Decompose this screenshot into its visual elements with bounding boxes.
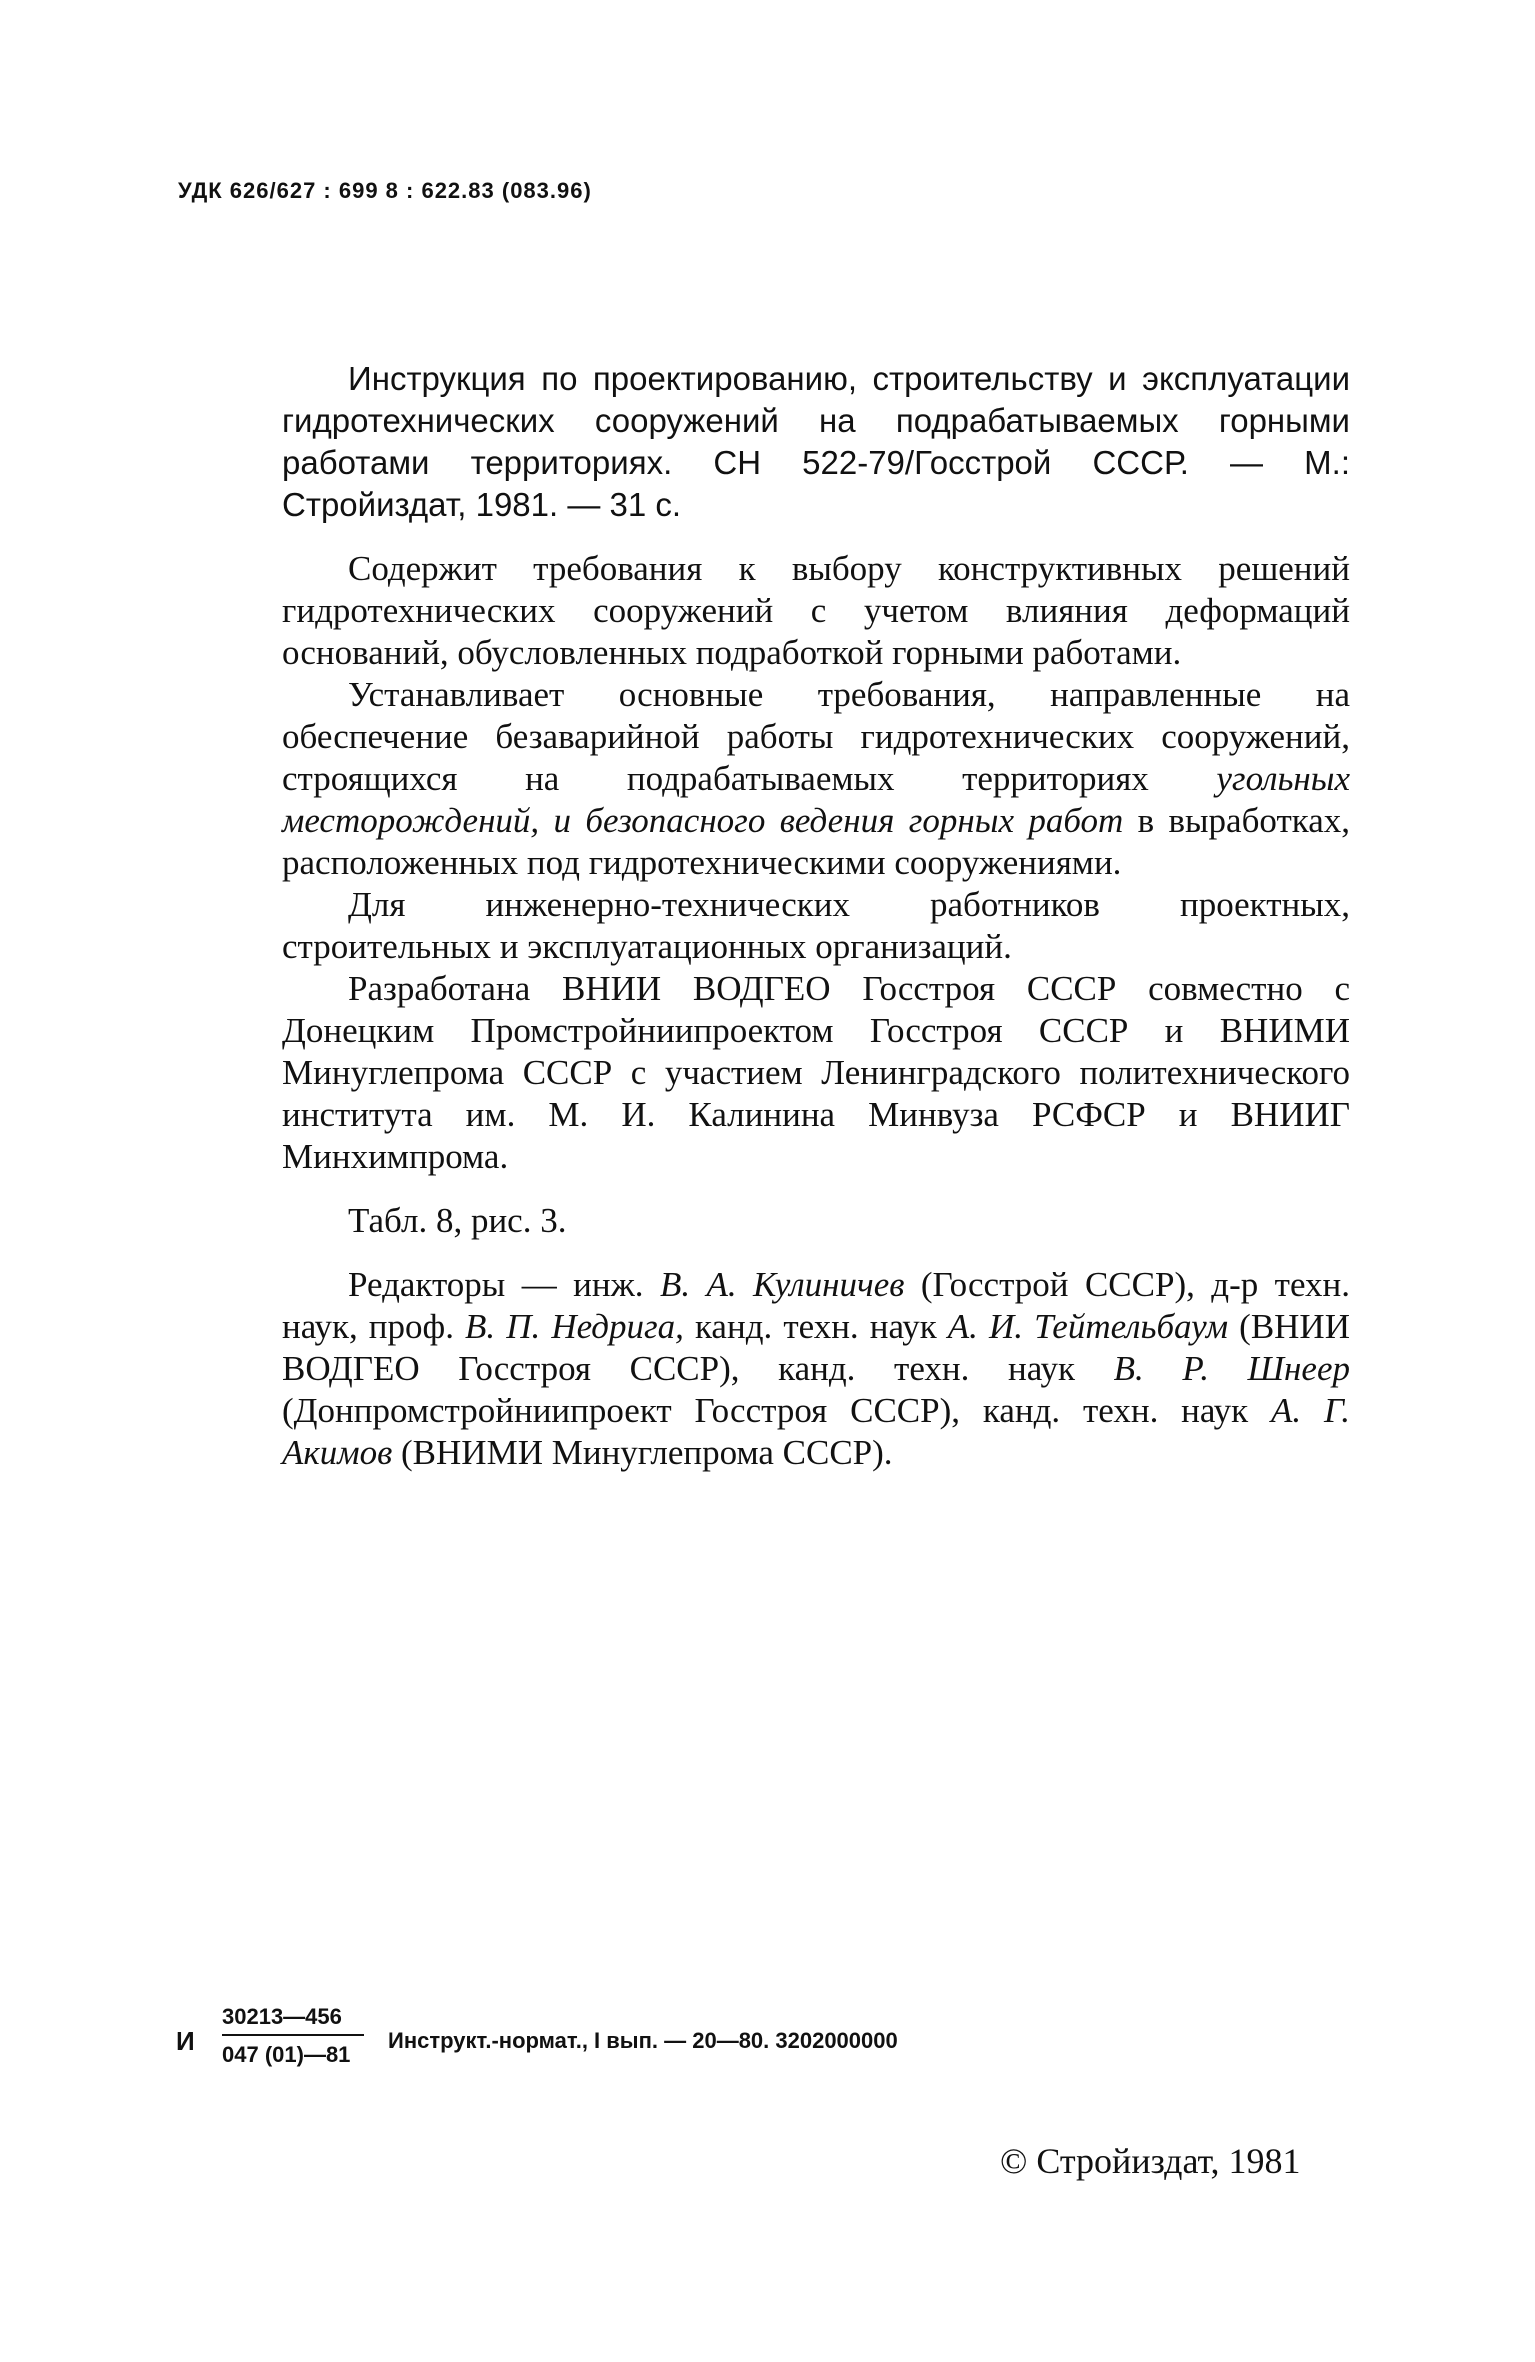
editors-text-2: канд. техн. наук [683,1307,948,1346]
imprint-letter: И [176,2026,195,2056]
editors-text-4: (Донпромстройниипроект Госстроя СССР), канд. техн. наук [282,1391,1271,1430]
p2-italic: угольных месторождений, и безопасного ведения горных работ [282,759,1350,840]
editors-text-3: (ВНИИ ВОДГЕО Госстроя СССР), канд. техн. наук [282,1307,1350,1388]
editors-paragraph [282,1264,1350,1474]
editor-1: В. А. Кулиничев [659,1265,905,1304]
editor-5: А. Г. Акимов [282,1391,1350,1472]
editor-3: А. И. Тейтельбаум [947,1307,1229,1346]
editor-2: В. П. Недрига, [465,1307,684,1346]
imprint-fraction [222,2004,364,2068]
main-text [282,358,1350,1474]
udk-code: УДК 626/627 : 699 8 : 622.83 (083.96) [178,178,592,203]
annotation-paragraph-4: Разработана ВНИИ ВОДГЕО Госстроя СССР совместно с Донецким Промстройниипроектом Госстроя СССР и ВНИМИ Минуглепрома СССР с участием Ленинградского политехнического института им. М. И. Калинина Минвуза РСФСР и ВНИИГ Минхимпрома. [282,969,1350,1176]
annotation-paragraph-3: Для инженерно-технических работников проектных, строительных и эксплуатационных организаций. [282,885,1350,966]
editors-text-5: (ВНИМИ Минуглепрома СССР). [392,1433,893,1472]
copyright-notice: © Стройиздат, 1981 [1000,2141,1301,2181]
editors-lead: Редакторы — инж. [348,1265,660,1304]
annotation-paragraph-1: Содержит требования к выбору конструктивных решений гидротехнических сооружений с учетом влияния деформаций оснований, обусловленных подработкой горными работами. [282,549,1350,672]
editor-4: В. Р. Шнеер [1113,1349,1350,1388]
imprint-details: Инструкт.-нормат., I вып. — 20—80. 3202000000 [388,2028,898,2053]
bibliographic-description [282,358,1350,526]
p2-end: в выработках, расположенных под гидротехническими сооружениями. [282,801,1350,882]
editors-text-1: (Госстрой СССР), д-р техн. наук, проф. [282,1265,1350,1346]
imprint-denominator: 047 (01)—81 [222,2042,351,2067]
tables-figures-count: Табл. 8, рис. 3. [348,1201,567,1240]
annotation-paragraph-2 [282,674,1350,884]
biblio-text: Инструкция по проектированию, строительству и эксплуатации гидротехнических сооружений на подрабатываемых горными работами территориях. СН 522-79/Госстрой СССР. — М.: Стройиздат, 1981. — 31 с. [282,360,1350,523]
p2-start: Устанавливает основные требования, направленные на обеспечение безаварийной работы гидротехнических сооружений, строящихся на подрабатываемых территориях [282,675,1350,798]
imprint-numerator: 30213—456 [222,2004,364,2036]
